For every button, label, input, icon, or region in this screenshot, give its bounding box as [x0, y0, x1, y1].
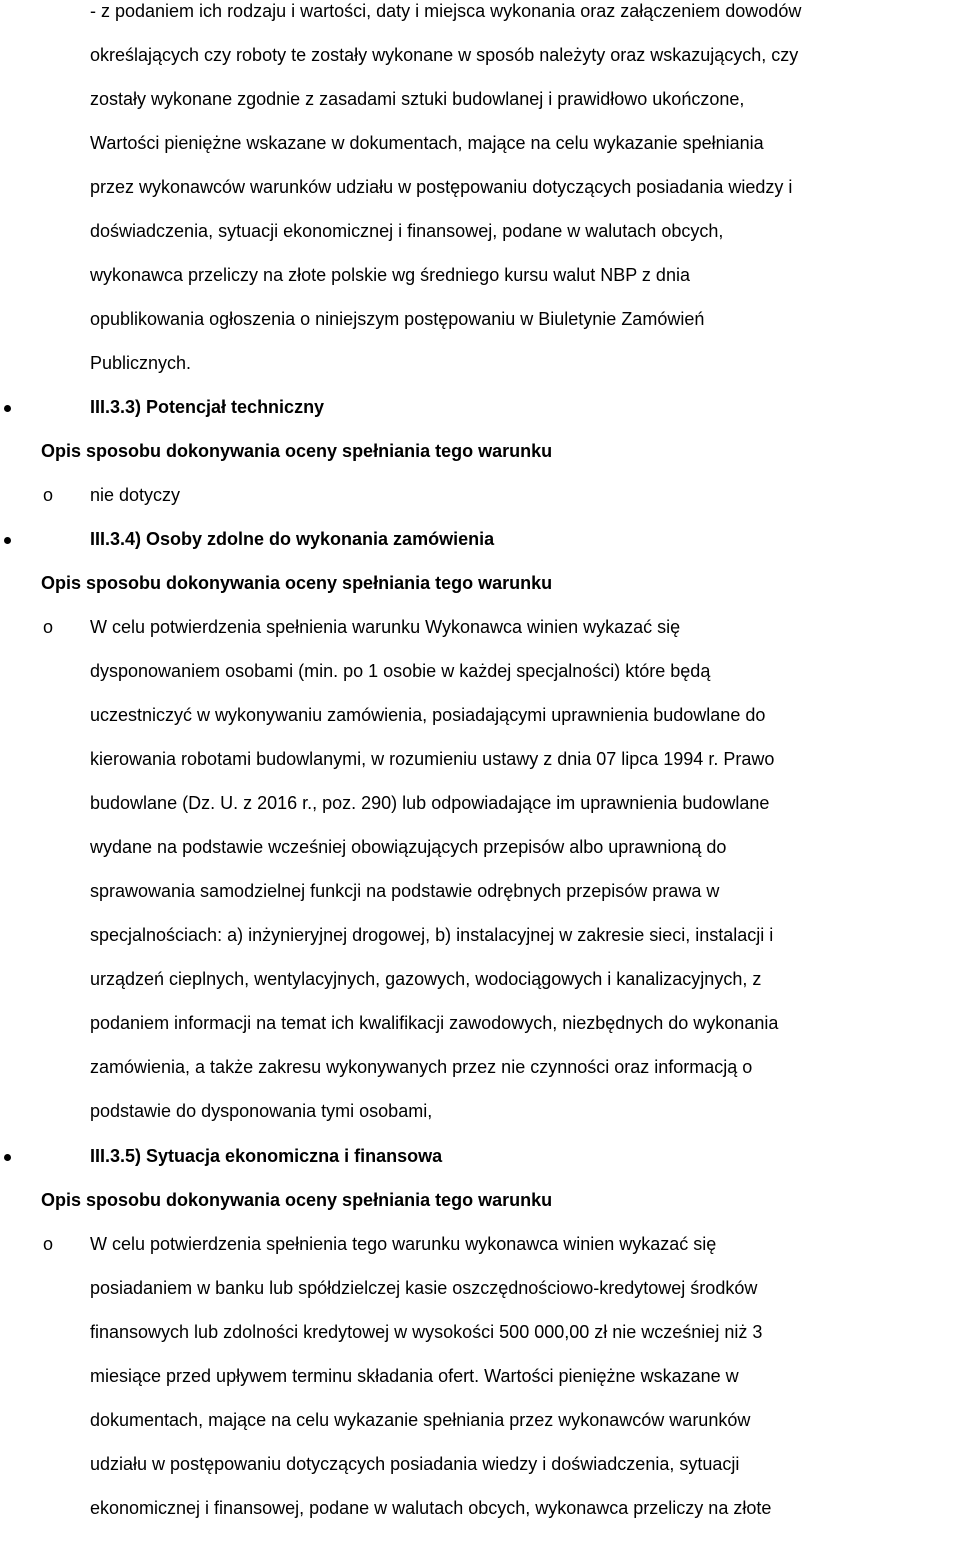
section-criteria-label: Opis sposobu dokonywania oceny spełniania tego warunku	[41, 1190, 553, 1210]
intro-paragraph	[90, 0, 950, 396]
intro-line: zostały wykonane zgodnie z zasadami sztuki budowlanej i prawidłowo ukończone,	[90, 89, 745, 109]
section-body	[90, 616, 950, 1144]
section-line: sprawowania samodzielnej funkcji na podstawie odrębnych przepisów prawa w	[90, 881, 720, 901]
section-line: W celu potwierdzenia spełnienia tego warunku wykonawca winien wykazać się	[90, 1234, 717, 1254]
section-line: udziału w postępowaniu dotyczących posiadania wiedzy i doświadczenia, sytuacji	[90, 1454, 740, 1474]
section-line: nie dotyczy	[90, 485, 181, 505]
bullet-icon	[4, 1154, 11, 1161]
section-line: uczestniczyć w wykonywaniu zamówienia, posiadającymi uprawnienia budowlane do	[90, 705, 766, 725]
intro-line: opublikowania ogłoszenia o niniejszym postępowaniu w Biuletynie Zamówień	[90, 309, 705, 329]
circle-bullet-icon: o	[43, 1234, 54, 1254]
section-heading: III.3.4) Osoby zdolne do wykonania zamówienia	[90, 529, 495, 549]
section-line: budowlane (Dz. U. z 2016 r., poz. 290) lub odpowiadające im uprawnienia budowlane	[90, 793, 770, 813]
intro-line: określających czy roboty te zostały wykonane w sposób należyty oraz wskazujących, czy	[90, 45, 799, 65]
section-line: miesiące przed upływem terminu składania ofert. Wartości pieniężne wskazane w	[90, 1366, 739, 1386]
section-criteria-label: Opis sposobu dokonywania oceny spełniania tego warunku	[41, 441, 553, 461]
section-line: posiadaniem w banku lub spółdzielczej kasie oszczędnościowo-kredytowej środków	[90, 1278, 758, 1298]
section-line: specjalnościach: a) inżynieryjnej drogowej, b) instalacyjnej w zakresie sieci, instalacji i	[90, 925, 774, 945]
intro-line: przez wykonawców warunków udziału w postępowaniu dotyczących posiadania wiedzy i	[90, 177, 793, 197]
section-line: dysponowaniem osobami (min. po 1 osobie w każdej specjalności) które będą	[90, 661, 711, 681]
section-line: W celu potwierdzenia spełnienia warunku Wykonawca winien wykazać się	[90, 617, 681, 637]
section-line: urządzeń cieplnych, wentylacyjnych, gazowych, wodociągowych i kanalizacyjnych, z	[90, 969, 762, 989]
circle-bullet-icon: o	[43, 617, 54, 637]
section-line: finansowych lub zdolności kredytowej w wysokości 500 000,00 zł nie wcześniej niż 3	[90, 1322, 763, 1342]
section-line: kierowania robotami budowlanymi, w rozumieniu ustawy z dnia 07 lipca 1994 r. Prawo	[90, 749, 775, 769]
bullet-icon	[4, 405, 11, 412]
section-heading: III.3.5) Sytuacja ekonomiczna i finansowa	[90, 1146, 443, 1166]
section-line: podaniem informacji na temat ich kwalifikacji zawodowych, niezbędnych do wykonania	[90, 1013, 779, 1033]
section-body	[90, 1233, 950, 1541]
section-criteria-label: Opis sposobu dokonywania oceny spełniania tego warunku	[41, 573, 553, 593]
section-line: wydane na podstawie wcześniej obowiązujących przepisów albo uprawnioną do	[90, 837, 727, 857]
section-line: ekonomicznej i finansowej, podane w walutach obcych, wykonawca przeliczy na złote	[90, 1498, 772, 1518]
intro-line: doświadczenia, sytuacji ekonomicznej i finansowej, podane w walutach obcych,	[90, 221, 724, 241]
section-heading: III.3.3) Potencjał techniczny	[90, 397, 325, 417]
section-line: dokumentach, mające na celu wykazanie spełniania przez wykonawców warunków	[90, 1410, 751, 1430]
intro-line: Publicznych.	[90, 353, 192, 373]
intro-line: Wartości pieniężne wskazane w dokumentach, mające na celu wykazanie spełniania	[90, 133, 764, 153]
section-line: zamówienia, a także zakresu wykonywanych przez nie czynności oraz informacją o	[90, 1057, 753, 1077]
intro-line: - z podaniem ich rodzaju i wartości, daty i miejsca wykonania oraz załączeniem dowodów	[90, 1, 802, 21]
section-body	[90, 484, 950, 528]
bullet-icon	[4, 537, 11, 544]
circle-bullet-icon: o	[43, 485, 54, 505]
section-line: podstawie do dysponowania tymi osobami,	[90, 1101, 433, 1121]
intro-line: wykonawca przeliczy na złote polskie wg średniego kursu walut NBP z dnia	[90, 265, 690, 285]
